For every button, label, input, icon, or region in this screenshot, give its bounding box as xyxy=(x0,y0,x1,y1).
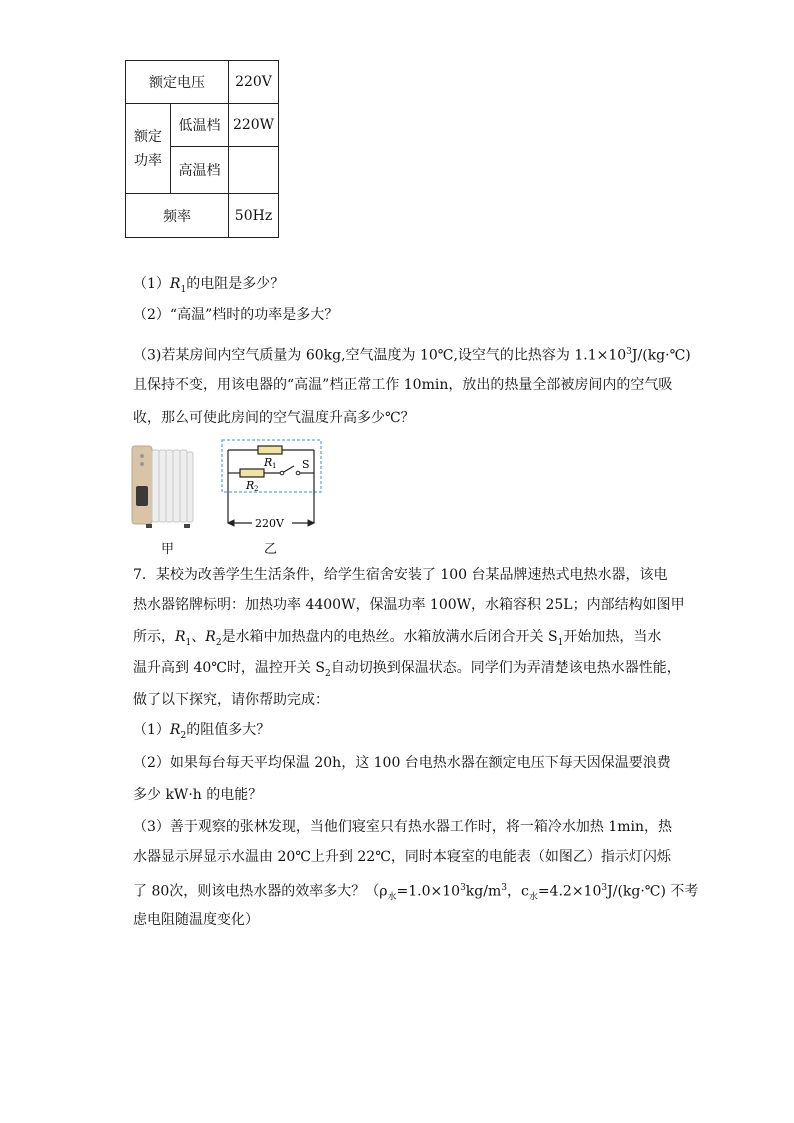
q7-line3-r2: R xyxy=(205,629,216,645)
q6-sub1-text: 的电阻是多少？ xyxy=(186,276,285,292)
q7-sub3-line2: 水器显示屏显示水温由 20℃上升到 22℃，同时本寝室的电能表（如图乙）指示灯闪烁 xyxy=(133,849,671,865)
q7-sub3-line3 xyxy=(133,878,698,907)
r2-label: R xyxy=(246,479,255,492)
q7-sub3-l3-a: 了 80次，则该电热水器的效率多大？（ρ xyxy=(133,883,388,900)
q7-sub3-l3-f: J/(kg·℃) 不考 xyxy=(607,883,699,900)
q6-sub1-prefix: （1） xyxy=(133,276,170,292)
q7-sub3-l3-sub2: 水 xyxy=(528,892,538,903)
q7-line3 xyxy=(133,627,661,653)
frequency-value: 50Hz xyxy=(229,194,279,238)
q6-sub1-var: R xyxy=(169,276,181,292)
q7-sub3-l3-sup3: 3 xyxy=(601,883,608,893)
rated-voltage-label: 额定电压 xyxy=(126,61,229,104)
q7-line3-c: 是水箱中加热盘内的电热丝。水箱放满水后闭合开关 S xyxy=(221,629,558,645)
q7-sub3-line1: （3）善于观察的张林发现，当他们寝室只有热水器工作时，将一箱冷水加热 1min，热 xyxy=(133,819,673,835)
q7-line3-b: 、 xyxy=(191,629,206,645)
q7-sub2-line1: （2）如果每台每天平均保温 20h，这 100 台电热水器在额定电压下每天因保温要浪费 xyxy=(133,755,671,771)
rated-power-label xyxy=(126,104,171,194)
q7-sub1-text: 的阻值多大？ xyxy=(186,722,271,738)
q7-line3-a: 所示， xyxy=(133,629,175,645)
q7-line4-s2-sub: 2 xyxy=(324,668,331,679)
r1-subscript: 1 xyxy=(272,462,277,470)
q7-sub1 xyxy=(133,720,270,746)
q7-line4-a: 温升高到 40℃时，温控开关 S xyxy=(133,660,325,676)
circuit-diagram xyxy=(218,438,326,530)
q6-sub1-subscript: 1 xyxy=(180,284,187,295)
r2-subscript: 2 xyxy=(254,485,259,493)
q7-line3-r2-sub: 2 xyxy=(215,637,222,648)
rated-voltage-value: 220V xyxy=(229,61,279,104)
low-gear-label: 低温档 xyxy=(171,104,229,147)
q6-sub3-unit: J/(kg·℃) xyxy=(631,347,691,364)
spec-table xyxy=(125,60,279,238)
q6-sub3-line3: 收，那么可使此房间的空气温度升高多少℃？ xyxy=(133,410,415,426)
q7-line3-r1: R xyxy=(175,629,186,645)
q7-sub3-l3-sup2: 3 xyxy=(501,883,507,893)
rated-power-label-1: 额定 xyxy=(134,128,162,145)
q7-line3-r1-sub: 1 xyxy=(185,637,192,648)
q7-sub3-l3-sup1: 3 xyxy=(460,883,466,893)
q7-sub3-l3-d: ，c xyxy=(506,883,529,900)
q7-sub3-l3-sub1: 水 xyxy=(387,892,397,903)
rated-power-label-2: 功率 xyxy=(134,152,162,169)
q7-sub1-subscript: 2 xyxy=(180,730,187,741)
r1-label: R xyxy=(264,456,273,469)
q7-line5: 做了以下探究，请你帮助完成： xyxy=(133,692,329,708)
q7-line1: 7．某校为改善学生生活条件，给学生宿舍安装了 100 台某品牌速热式电热水器，该电 xyxy=(133,567,668,583)
q7-sub1-var: R xyxy=(169,722,181,738)
q7-sub1-prefix: （1） xyxy=(133,722,170,738)
oil-heater-image xyxy=(128,440,198,530)
q6-sub3-exponent: 3 xyxy=(626,347,632,357)
high-gear-label: 高温档 xyxy=(171,147,229,194)
q7-line3-s1-sub: 1 xyxy=(557,637,564,648)
low-gear-value: 220W xyxy=(229,104,279,147)
q6-sub3-line1-text: （3)若某房间内空气质量为 60kg,空气温度为 10℃,设空气的比热容为 1.1×10 xyxy=(133,347,627,364)
voltage-label: 220V xyxy=(255,517,284,530)
high-gear-value xyxy=(229,147,279,194)
switch-label: S xyxy=(302,458,310,471)
q6-sub3-line2: 且保持不变，用该电器的“高温”档正常工作 10min，放出的热量全部被房间内的空气吸 xyxy=(133,377,673,393)
q7-sub2-line2: 多少 kW·h 的电能？ xyxy=(133,787,263,803)
figure-label-jia: 甲 xyxy=(161,542,175,557)
q6-sub1 xyxy=(133,274,284,300)
q7-line2: 热水器铭牌标明：加热功率 4400W，保温功率 100W，水箱容积 25L；内部结构如图甲 xyxy=(133,597,685,613)
q7-line4 xyxy=(133,658,681,684)
figure-label-yi: 乙 xyxy=(264,542,278,557)
q7-sub3-line4: 虑电阻随温度变化） xyxy=(133,912,259,928)
q7-line3-d: 开始加热，当水 xyxy=(563,629,662,645)
frequency-label: 频率 xyxy=(126,194,229,238)
q7-sub3-l3-e: =4.2×10 xyxy=(537,883,602,900)
q7-sub3-l3-b: =1.0×10 xyxy=(396,883,461,900)
q7-line4-b: 自动切换到保温状态。同学们为弄清楚该电热水器性能， xyxy=(330,660,681,676)
q6-sub3-line1 xyxy=(133,342,691,366)
q6-sub2: （2）“高温”档时的功率是多大？ xyxy=(133,307,339,323)
q7-sub3-l3-c: kg/m xyxy=(465,883,502,900)
